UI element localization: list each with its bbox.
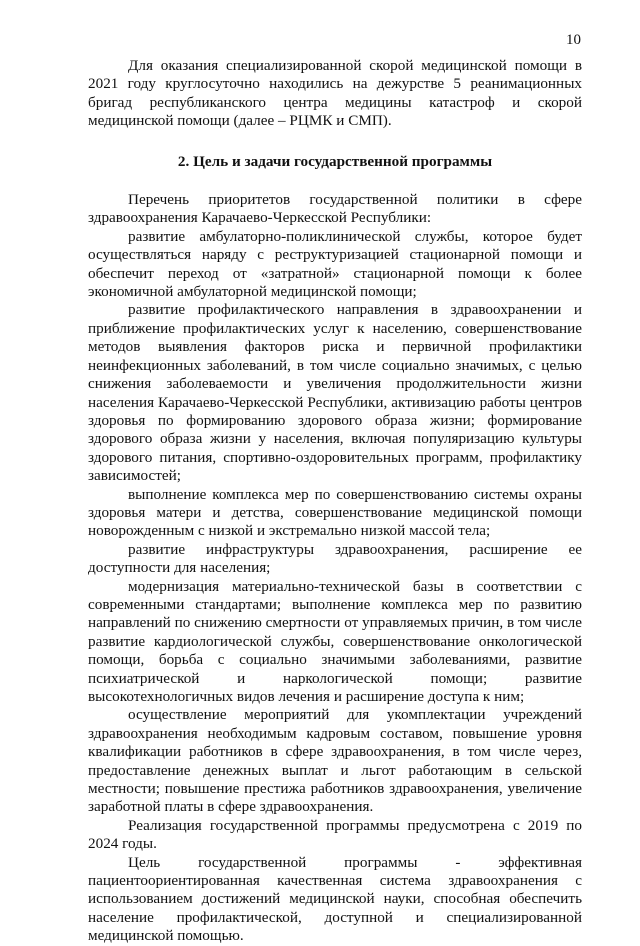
- section-heading: 2. Цель и задачи государственной программы: [177, 152, 493, 170]
- paragraph-infrastructure: развитие инфраструктуры здравоохранения, расширение ее доступности для населения;: [88, 540, 582, 577]
- page-number: 10: [566, 32, 581, 48]
- paragraph-program-goal: Цель государственной программы - эффективная пациентоориентированная качественная система здравоохранения с использованием достижений медицинской науки, способная обеспечить население профилактической, доступной и специализированной медицинской помощью.: [88, 853, 582, 945]
- paragraph-staffing: осуществление мероприятий для укомплектации учреждений здравоохранения необходимым кадровым составом, повышение уровня квалификации работников в сфере здравоохранения, в том числе через, предоставление денежных выплат и льгот работающим в сельской местности; повышение престижа работников здравоохранения, увеличение заработной платы в сфере здравоохранения.: [88, 706, 582, 816]
- paragraph-outpatient: развитие амбулаторно-поликлинической службы, которое будет осуществляться наряду с реструктуризацией стационарной помощи и обеспечит переход от «затратной» стационарной помощи к более экономичной амбулаторной медицинской помощи;: [88, 227, 582, 301]
- document-body: [88, 57, 582, 946]
- paragraph-modernization: модернизация материально-технической базы в соответствии с современными стандартами; выполнение комплекса мер по развитию направлений по снижению смертности от управляемых причин, в том числе развитие кардиологической службы, совершенствование онкологической помощи, борьба с социально значимыми заболеваниями, развитие психиатрической и наркологической помощи; развитие высокотехнологичных видов лечения и расширение доступа к ним;: [88, 577, 582, 705]
- paragraph-prevention: развитие профилактического направления в здравоохранении и приближение профилактических услуг к населению, совершенствование методов выявления факторов риска и первичной профилактики неинфекционных заболеваний, в том числе социально значимых, с целью снижения заболеваемости и увеличения продолжительности жизни населения Карачаево-Черкесской Республики, активизацию работы центров здоровья по формированию здорового образа жизни; формирование здорового образа жизни у населения, включая популяризацию культуры здорового питания, спортивно-оздоровительных программ, профилактику зависимостей;: [88, 301, 582, 485]
- paragraph-maternal-child: выполнение комплекса мер по совершенствованию системы охраны здоровья матери и детства, совершенствование медицинской помощи новорожденным с низкой и экстремально низкой массой тела;: [88, 485, 582, 540]
- paragraph-program-period: Реализация государственной программы предусмотрена с 2019 по 2024 годы.: [88, 816, 582, 853]
- intro-paragraph: Для оказания специализированной скорой медицинской помощи в 2021 году круглосуточно находились на дежурстве 5 реанимационных бригад республиканского центра медицины катастроф и скорой медицинской помощи (далее – РЦМК и СМП).: [88, 57, 582, 130]
- priorities-intro-paragraph: Перечень приоритетов государственной политики в сфере здравоохранения Карачаево-Черкесской Республики:: [88, 191, 582, 227]
